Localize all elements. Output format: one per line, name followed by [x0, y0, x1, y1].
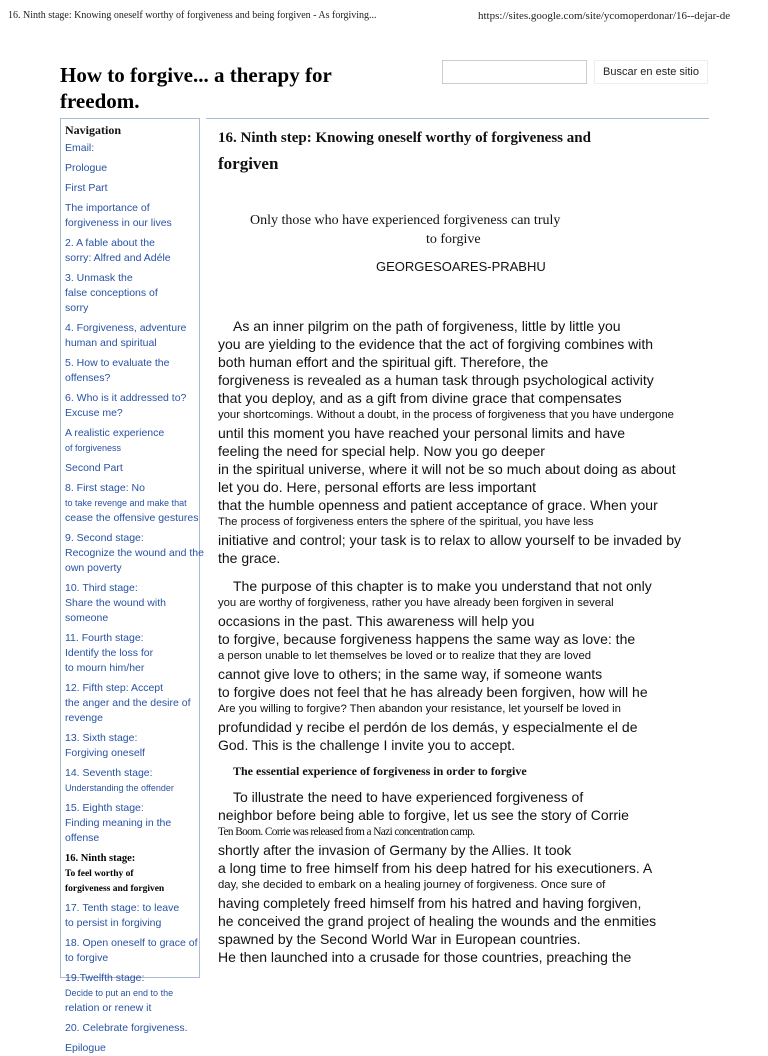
- epigraph-quote: Only those who have experienced forgiveness can truly to forgive: [250, 213, 561, 247]
- paragraph-line: that you deploy, and as a gift from divine grace that compensates: [218, 390, 622, 406]
- search-input[interactable]: [442, 60, 587, 84]
- paragraph-line: to forgive, because forgiveness happens the same way as love: the: [218, 631, 636, 647]
- navigation-list: [61, 141, 204, 1056]
- nav-item-twelfth-stage[interactable]: 19.Twelfth stage: Decide to put an end to the relation or renew it: [65, 972, 174, 1014]
- paragraph-line: a person unable to let themselves be loved or to realize that they are loved: [218, 650, 592, 662]
- nav-item-email[interactable]: Email:: [65, 142, 95, 154]
- paragraph-line: having completely freed himself from his hatred and having forgiven,: [218, 895, 642, 911]
- nav-item-realistic-experience[interactable]: A realistic experience of forgiveness: [65, 427, 165, 453]
- page-heading-line1: 16. Ninth step: Knowing oneself worthy of forgiveness and: [218, 130, 591, 146]
- nav-item-tenth-stage[interactable]: 17. Tenth stage: to leave to persist in forgiving: [65, 902, 180, 929]
- paragraph-line: The process of forgiveness enters the sphere of the spiritual, you have less: [218, 516, 594, 528]
- nav-item-second-part[interactable]: Second Part: [65, 462, 123, 474]
- nav-item-epilogue[interactable]: Epilogue: [65, 1042, 106, 1054]
- nav-item-fourth-stage[interactable]: 11. Fourth stage: Identify the loss for to mourn him/her: [65, 632, 154, 674]
- paragraph-line: in the spiritual universe, where it will not be so much about doing as about: [218, 461, 676, 477]
- paragraph-line: a long time to free himself from his deep hatred for his executioners. A: [218, 860, 653, 876]
- paragraph-line: both human effort and the spiritual gift. Therefore, the: [218, 354, 549, 370]
- nav-item-prologue[interactable]: Prologue: [65, 162, 108, 174]
- nav-item-who-addressed[interactable]: 6. Who is it addressed to? Excuse me?: [65, 392, 187, 419]
- paragraph-line: initiative and control; your task is to relax to allow yourself to be invaded by: [218, 532, 682, 548]
- paragraph-line: the grace.: [218, 550, 281, 566]
- navigation-sidebar: [60, 118, 204, 1054]
- paragraph-line: to forgive does not feel that he has already been forgiven, how will he: [218, 684, 648, 700]
- nav-item-second-stage[interactable]: 9. Second stage: Recognize the wound and the own poverty: [65, 532, 204, 574]
- print-header: [8, 10, 768, 26]
- paragraph-line: occasions in the past. This awareness will help you: [218, 613, 535, 629]
- search-site-button[interactable]: Buscar en este sitio: [594, 60, 708, 84]
- paragraph-line: God. This is the challenge I invite you to accept.: [218, 737, 516, 753]
- paragraph-line: neighbor before being able to forgive, let us see the story of Corrie: [218, 807, 629, 823]
- nav-item-adventure[interactable]: 4. Forgiveness, adventure human and spiritual: [65, 322, 187, 349]
- nav-item-importance-of-forgiveness[interactable]: The importance of forgiveness in our lives: [65, 202, 172, 229]
- nav-item-celebrate-forgiveness[interactable]: 20. Celebrate forgiveness.: [65, 1022, 188, 1034]
- nav-item-unmask-conceptions[interactable]: 3. Unmask the false conceptions of sorry: [65, 272, 158, 314]
- paragraph-line: let you do. Here, personal efforts are less important: [218, 479, 537, 495]
- nav-item-evaluate-offenses[interactable]: 5. How to evaluate the offenses?: [65, 357, 170, 384]
- nav-item-eighth-stage[interactable]: 15. Eighth stage: Finding meaning in the offense: [65, 802, 172, 844]
- paragraph-line: To illustrate the need to have experienced forgiveness of: [233, 789, 584, 805]
- quote-author: GEORGESOARES-PRABHU: [376, 259, 546, 274]
- section-subheading: The essential experience of forgiveness in order to forgive: [233, 764, 527, 778]
- paragraph-line: cannot give love to others; in the same way, if someone wants: [218, 666, 603, 682]
- nav-item-first-part[interactable]: First Part: [65, 182, 108, 194]
- nav-item-fable[interactable]: 2. A fable about the sorry: Alfred and Adéle: [65, 237, 171, 264]
- paragraph-line: profundidad y recibe el perdón de los demás, y especialmente el de: [218, 719, 638, 735]
- nav-item-fifth-step[interactable]: 12. Fifth step: Accept the anger and the desire of revenge: [65, 682, 191, 724]
- print-page-title: 16. Ninth stage: Knowing oneself worthy of forgiveness and being forgiven - As forgiving...: [8, 10, 377, 21]
- paragraph-line: that the humble openness and patient acceptance of grace. When your: [218, 497, 658, 513]
- paragraph-line: you are worthy of forgiveness, rather you have already been forgiven in several: [218, 597, 614, 609]
- print-page-url: https://sites.google.com/site/ycomoperdonar/16--dejar-de: [478, 10, 731, 22]
- paragraph-line: The purpose of this chapter is to make you understand that not only: [233, 578, 652, 594]
- paragraph-line: you are yielding to the evidence that the act of forgiving combines with: [218, 336, 654, 352]
- paragraph-line: He then launched into a crusade for those countries, preaching the: [218, 949, 632, 965]
- paragraph-line: your shortcomings. Without a doubt, in the process of forgiveness that you have undergone: [218, 409, 674, 421]
- paragraph-line: until this moment you have reached your personal limits and have: [218, 425, 625, 441]
- paragraph-line: Ten Boom. Corrie was released from a Nazi concentration camp.: [218, 826, 475, 838]
- nav-item-sixth-stage[interactable]: 13. Sixth stage: Forgiving oneself: [65, 732, 145, 759]
- paragraph-line: feeling the need for special help. Now you go deeper: [218, 443, 545, 459]
- nav-item-seventh-stage[interactable]: 14. Seventh stage: Understanding the offender: [65, 767, 174, 793]
- site-title[interactable]: How to forgive... a therapy for freedom.: [60, 63, 332, 113]
- article-body: [218, 317, 708, 966]
- nav-item-third-stage[interactable]: 10. Third stage: Share the wound with someone: [65, 582, 166, 624]
- paragraph-line: day, she decided to embark on a healing journey of forgiveness. Once sure of: [218, 879, 606, 891]
- paragraph-line: shortly after the invasion of Germany by the Allies. It took: [218, 842, 572, 858]
- navigation-title: Navigation: [65, 123, 122, 137]
- content-divider: [206, 118, 709, 119]
- paragraph-line: As an inner pilgrim on the path of forgiveness, little by little you: [233, 318, 621, 334]
- paragraph-line: Are you willing to forgive? Then abandon your resistance, let yourself be loved in: [218, 703, 621, 715]
- nav-item-open-to-grace[interactable]: 18. Open oneself to grace of to forgive: [65, 937, 198, 964]
- page-heading-line2: forgiven: [218, 154, 279, 173]
- paragraph-line: forgiveness is revealed as a human task through psychological activity: [218, 372, 654, 388]
- nav-item-ninth-stage-current[interactable]: 16. Ninth stage: To feel worthy of forgiveness and forgiven: [65, 853, 165, 894]
- paragraph-line: spawned by the Second World War in European countries.: [218, 931, 581, 947]
- nav-item-first-stage[interactable]: 8. First stage: No to take revenge and make that cease the offensive gestures: [65, 482, 199, 524]
- paragraph-line: he conceived the grand project of healing the wounds and the enmities: [218, 913, 657, 929]
